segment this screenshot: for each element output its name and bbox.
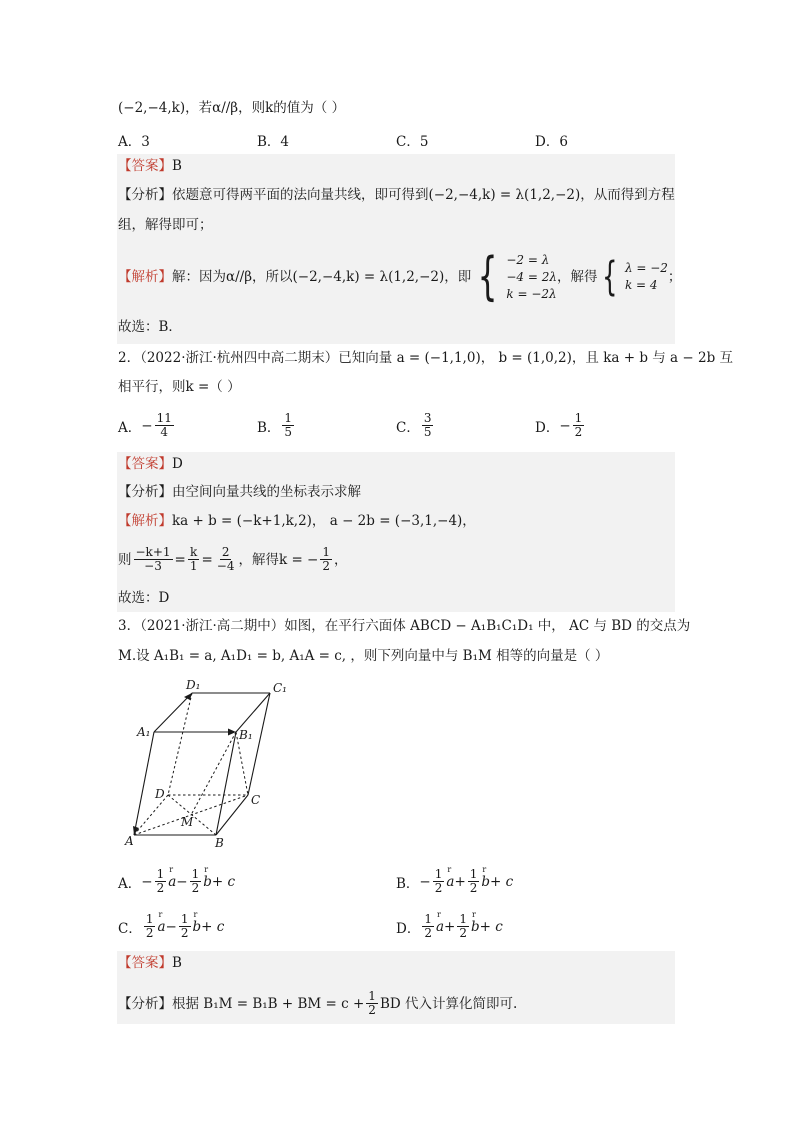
- vector-a: r a: [168, 874, 176, 890]
- fraction-half: $\frac{1}{2}$: [434, 867, 443, 895]
- analysis-text: 根据 B₁M = B₁B + BM = c +: [172, 995, 365, 1012]
- system-row: k = −2λ: [506, 286, 557, 301]
- solve-word: ，解得: [556, 269, 598, 285]
- fraction: $\frac{2}{-4}$: [216, 545, 235, 573]
- q2-solution-line2: [118, 546, 348, 573]
- fraction-half: $\frac{1}{2}$: [368, 989, 376, 1017]
- option-fraction: $\frac{11}{4}$: [156, 411, 172, 439]
- answer-tag: 【答案】: [118, 955, 172, 971]
- q2-answer: [118, 455, 183, 473]
- option-sign: −: [141, 873, 153, 890]
- then-word: 则: [118, 551, 132, 568]
- system-row: −4 = 2λ: [506, 269, 557, 284]
- q3-option-c: [118, 913, 224, 940]
- option-letter: D．: [535, 419, 560, 436]
- q3-stem-line2: M.设 A₁B₁ = a, A₁D₁ = b, A₁A = c, ，则下列向量中与 B₁M 相等的向量是（ ）: [118, 648, 609, 664]
- option-sign: +: [454, 873, 466, 890]
- label-b1: B₁: [239, 728, 253, 742]
- fraction-half: $\frac{1}{2}$: [180, 912, 189, 940]
- q1-answer: [118, 157, 182, 175]
- option-letter: A．: [118, 875, 142, 892]
- option-fraction: $\frac{1}{2}$: [574, 411, 583, 439]
- fraction-half: $\frac{1}{2}$: [459, 912, 467, 940]
- answer-value: B: [172, 955, 182, 971]
- answer-tag: 【答案】: [118, 456, 172, 472]
- q1-stem-tail: (−2,−4,k)，若α//β，则k的值为（ ）: [118, 100, 346, 116]
- segment-b1m: [191, 732, 236, 815]
- option-sign: +: [444, 918, 456, 935]
- comma: ，: [334, 551, 348, 568]
- vector-b: r b: [193, 919, 202, 935]
- vector-a: r a: [436, 919, 444, 935]
- q2-solution: [118, 512, 476, 530]
- q1-option-d: D．6: [535, 134, 568, 150]
- analysis-text-end: BD 代入计算化简即可.: [379, 995, 518, 1012]
- q1-conclusion: 故选：B．: [118, 319, 182, 335]
- fraction-half: $\frac{1}{2}$: [424, 912, 432, 940]
- arrow-a1b1: [228, 729, 236, 736]
- edge-ad-hidden: [134, 795, 168, 835]
- solution-text: ka + b = (−k+1,k,2)， a − 2b = (−3,1,−4)，: [172, 513, 476, 529]
- q1-option-a: A．3: [118, 134, 150, 150]
- q2-option-d: [535, 412, 586, 439]
- equals-sign: =: [201, 551, 213, 568]
- solve-text: ，解得k = −: [238, 551, 319, 568]
- q1-analysis: [118, 186, 675, 204]
- fraction-half: $\frac{1}{2}$: [469, 867, 478, 895]
- label-m: M: [181, 815, 194, 829]
- vector-c: + c: [201, 918, 225, 935]
- q2-stem-line1: 2．（2022·浙江·杭州四中高二期末）已知向量 a = (−1,1,0)， b = (1,0,2)，且 ka + b 与 a − 2b 互: [118, 350, 734, 366]
- equals-sign: =: [174, 551, 186, 568]
- q1-answer-block: [117, 154, 675, 344]
- option-letter: C．: [396, 419, 420, 436]
- analysis-text: 由空间向量共线的坐标表示求解: [172, 484, 361, 500]
- q2-stem-line2: 相平行，则k =（ ）: [118, 379, 241, 395]
- q2-option-c: [396, 412, 435, 439]
- q2-conclusion: 故选：D: [118, 590, 170, 606]
- label-d1: D₁: [186, 678, 201, 692]
- q3-option-d: [396, 913, 503, 940]
- system-row: −2 = λ: [506, 252, 550, 267]
- system-row: k = 4: [624, 278, 658, 292]
- semicolon: ；: [667, 269, 682, 285]
- fraction: $\frac{-k+1}{-3}$: [135, 545, 171, 573]
- option-sign: −: [559, 417, 571, 434]
- option-sign: −: [419, 873, 431, 890]
- label-a1: A₁: [137, 725, 151, 739]
- edge-bc: [216, 795, 248, 835]
- option-letter: B．: [257, 419, 281, 436]
- q1-analysis-line2: 组，解得即可；: [118, 217, 213, 233]
- answer-value: B: [172, 158, 182, 174]
- q2-answer-block: [117, 452, 675, 612]
- vector-a: r a: [446, 874, 454, 890]
- edge-b1b: [216, 732, 236, 835]
- edge-a1a: [134, 732, 154, 835]
- q2-analysis: [118, 483, 361, 501]
- vector-c: + c: [479, 918, 503, 935]
- solution-tag: 【解析】: [118, 269, 172, 285]
- q2-option-a: [118, 412, 176, 439]
- option-letter: D．: [396, 920, 421, 937]
- q3-option-b: [396, 868, 513, 895]
- analysis-tag: 【分析】: [118, 187, 172, 203]
- edge-b1c1: [236, 693, 270, 732]
- vector-c: + c: [211, 873, 236, 890]
- fraction-half: $\frac{1}{2}$: [156, 867, 165, 895]
- analysis-text: 依题意可得两平面的法向量共线，即可得到(−2,−4,k) = λ(1,2,−2)，从而得到方程: [172, 187, 675, 203]
- solution-text: 解：因为α//β，所以(−2,−4,k) = λ(1,2,−2)，即: [172, 269, 472, 285]
- fraction: $\frac{1}{2}$: [322, 545, 331, 573]
- vector-b: r b: [203, 874, 212, 890]
- q1-solution: [118, 247, 682, 307]
- fraction-half: $\frac{1}{2}$: [145, 912, 154, 940]
- option-letter: C．: [118, 920, 142, 937]
- option-letter: B．: [396, 875, 420, 892]
- vector-c: + c: [490, 873, 514, 890]
- label-d: D: [155, 787, 165, 801]
- label-a: A: [125, 834, 134, 848]
- fraction-half: $\frac{1}{2}$: [191, 867, 200, 895]
- vector-b: r b: [471, 919, 480, 935]
- label-c: C: [251, 793, 261, 807]
- option-fraction: $\frac{1}{5}$: [284, 411, 293, 439]
- option-sign: −: [141, 417, 153, 434]
- equation-system-1: { −2 = λ −4 = 2λ k = −2λ: [477, 247, 557, 307]
- analysis-tag: 【分析】: [118, 484, 172, 500]
- fraction: $\frac{k}{1}$: [189, 545, 198, 573]
- q3-answer: [118, 954, 182, 972]
- answer-value: D: [172, 456, 183, 472]
- q2-option-b: [257, 412, 296, 439]
- analysis-tag: 【分析】: [118, 995, 172, 1012]
- vector-b: r b: [481, 874, 490, 890]
- parallelepiped-figure: [120, 675, 300, 855]
- vector-a: r a: [157, 919, 165, 935]
- answer-tag: 【答案】: [118, 158, 172, 174]
- q3-analysis: [118, 990, 517, 1017]
- q1-option-b: B．4: [257, 134, 290, 150]
- q3-option-a: [118, 868, 235, 895]
- label-c1: C₁: [273, 681, 287, 695]
- edge-d1d-hidden: [168, 693, 192, 795]
- option-sign: −: [176, 873, 188, 890]
- system-row: λ = −2: [624, 261, 668, 275]
- q3-stem-line1: 3．（2021·浙江·高二期中）如图，在平行六面体 ABCD − A₁B₁C₁D₁ 中， AC 与 BD 的交点为: [118, 618, 691, 634]
- q1-option-c: C．5: [396, 134, 429, 150]
- edge-a1d1: [154, 693, 192, 732]
- edge-c1c: [248, 693, 270, 795]
- label-b: B: [215, 836, 224, 850]
- option-sign: −: [165, 918, 177, 935]
- option-letter: A．: [118, 419, 142, 436]
- solution-tag: 【解析】: [118, 513, 172, 529]
- option-fraction: $\frac{3}{5}$: [423, 411, 432, 439]
- equation-system-2: { λ = −2 k = 4: [602, 254, 668, 300]
